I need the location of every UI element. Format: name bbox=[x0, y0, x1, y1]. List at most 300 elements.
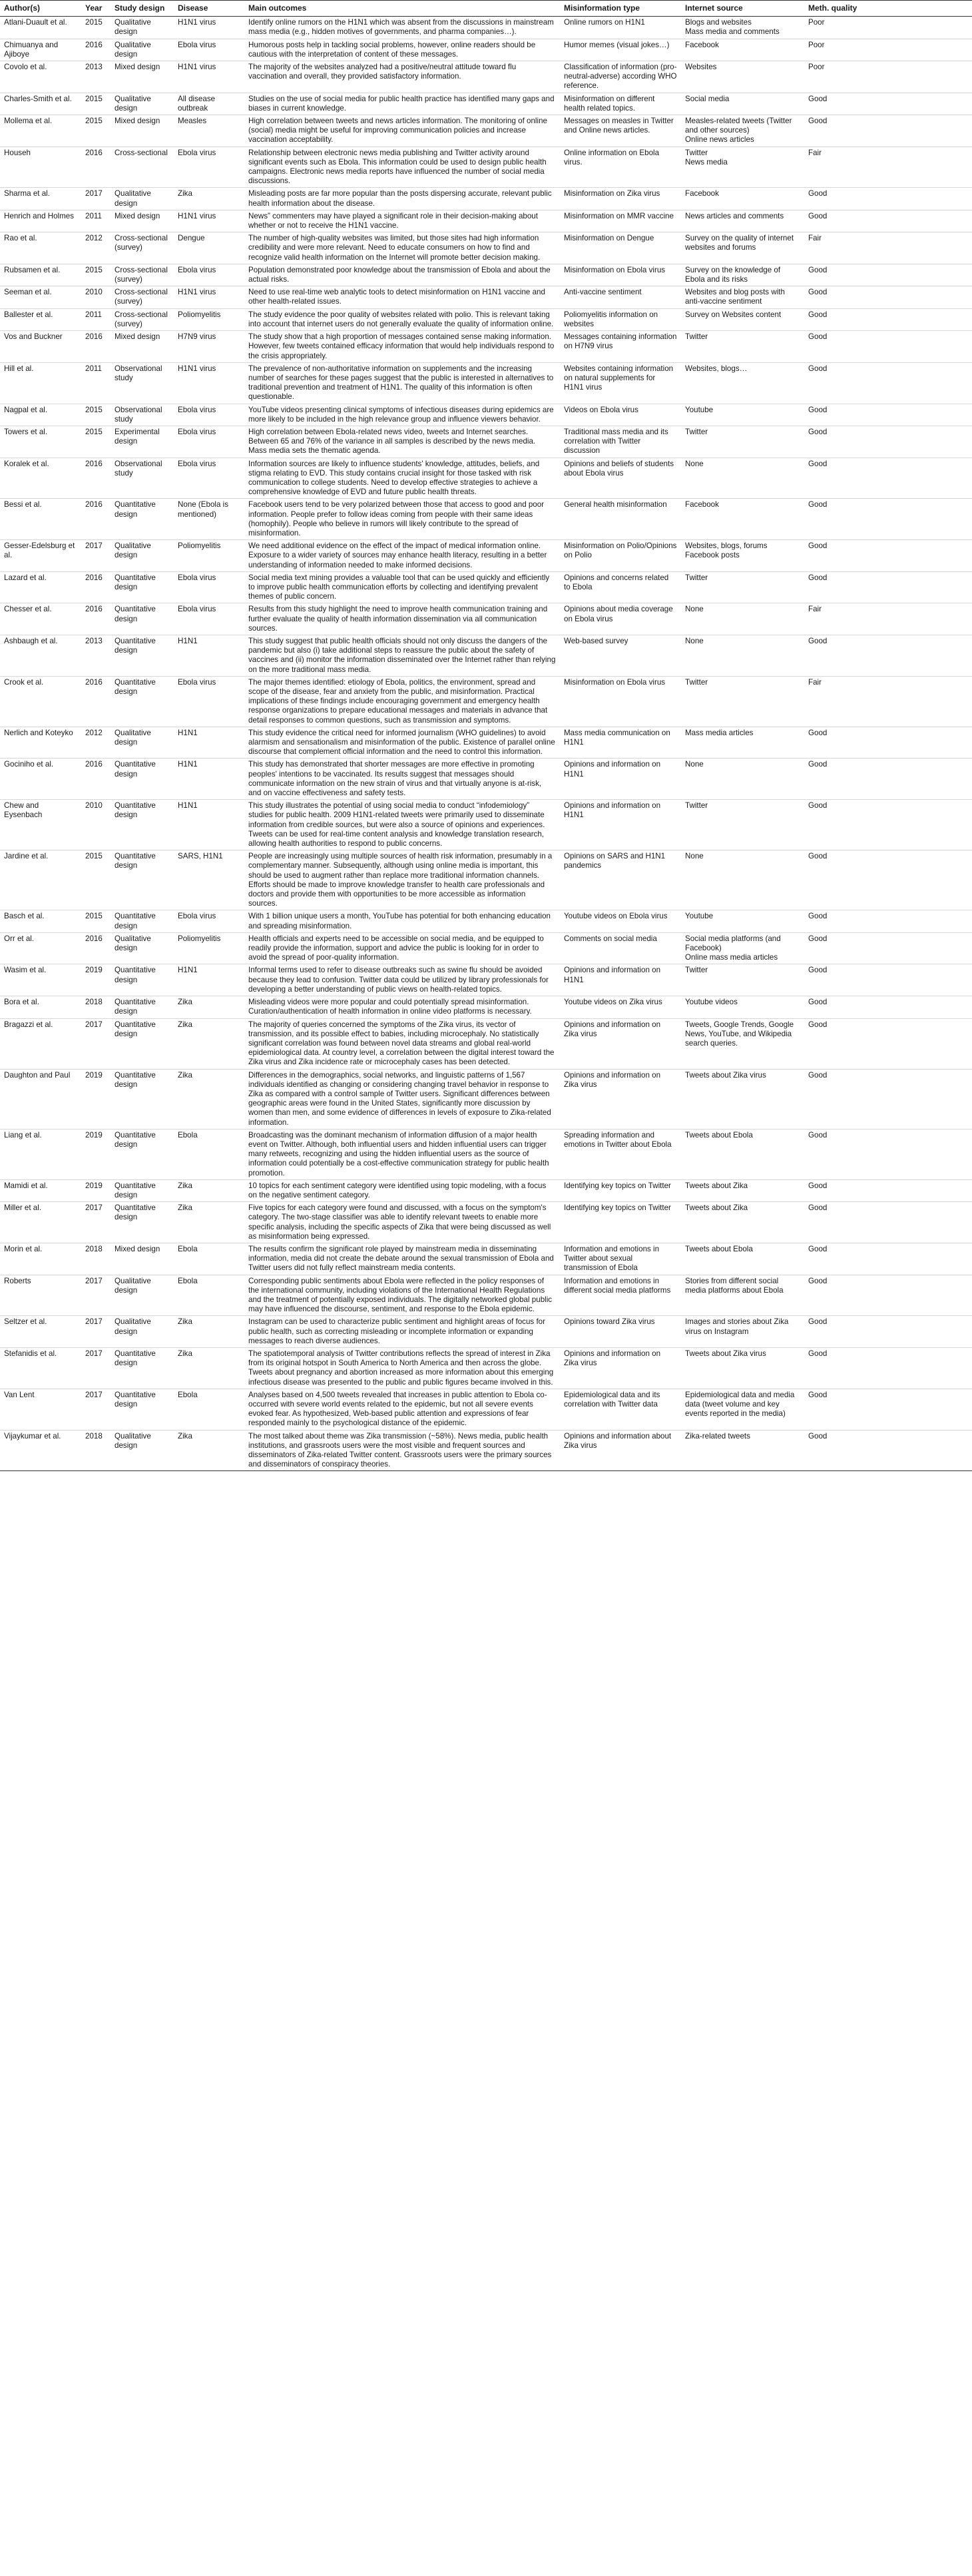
table-row bbox=[0, 458, 972, 499]
cell-year: 2017 bbox=[81, 1018, 111, 1069]
cell-meth-quality: Good bbox=[804, 1069, 972, 1129]
table-row bbox=[0, 232, 972, 264]
table-row bbox=[0, 1389, 972, 1430]
cell-main-outcomes: The major themes identified: etiology of Ebola, politics, the environment, spread and scope of the disease, fear and anxiety from the public, and misinformation. Practical implications of these findings include encouraging government and emergency health response organizations to prepare educational messages and materials in advance that detail responses to common questions, such as transmission and symptoms. bbox=[244, 676, 560, 727]
cell-disease: Ebola virus bbox=[174, 458, 244, 499]
cell-misinformation-type: Opinions and information about Zika virus bbox=[560, 1430, 681, 1471]
cell-meth-quality: Good bbox=[804, 331, 972, 363]
table-row bbox=[0, 540, 972, 572]
cell-study-design: Qualitative design bbox=[111, 1430, 174, 1471]
cell-author: Mamidi et al. bbox=[0, 1179, 81, 1201]
cell-meth-quality: Good bbox=[804, 286, 972, 308]
cell-disease: Zika bbox=[174, 1202, 244, 1243]
table-row bbox=[0, 17, 972, 39]
table-row bbox=[0, 603, 972, 635]
table-row bbox=[0, 1348, 972, 1389]
cell-year: 2015 bbox=[81, 264, 111, 286]
cell-year: 2016 bbox=[81, 499, 111, 540]
table-row bbox=[0, 308, 972, 330]
cell-meth-quality: Good bbox=[804, 571, 972, 603]
cell-misinformation-type: Identifying key topics on Twitter bbox=[560, 1179, 681, 1201]
cell-misinformation-type: Classification of information (pro-neutral-adverse) according WHO reference. bbox=[560, 61, 681, 93]
cell-study-design: Quantitative design bbox=[111, 571, 174, 603]
cell-disease: Zika bbox=[174, 1316, 244, 1348]
cell-internet-source: Tweets about Zika virus bbox=[681, 1069, 804, 1129]
cell-main-outcomes: Differences in the demographics, social networks, and linguistic patterns of 1,567 individuals identified as changing or considering changing travel behavior in response to Zika as compared with a control sample of Twitter users. Significant differences between geographic areas were found in the United States, significantly more discussion by women than men, and some evidence of differences in levels of exposure to Zika-related information. bbox=[244, 1069, 560, 1129]
cell-author: Miller et al. bbox=[0, 1202, 81, 1243]
table-row bbox=[0, 1316, 972, 1348]
cell-year: 2011 bbox=[81, 210, 111, 232]
cell-main-outcomes: The prevalence of non-authoritative information on supplements and the increasing number of searches for these pages suggest that the public is interested in alternatives to traditional prevention and treatment of H1N1. The quality of this information is often questionable. bbox=[244, 362, 560, 404]
cell-misinformation-type: Poliomyelitis information on websites bbox=[560, 308, 681, 330]
cell-meth-quality: Good bbox=[804, 1430, 972, 1471]
table-row bbox=[0, 850, 972, 910]
cell-disease: H1N1 bbox=[174, 635, 244, 676]
cell-meth-quality: Good bbox=[804, 93, 972, 115]
table-header bbox=[0, 1, 972, 17]
cell-internet-source: News articles and comments bbox=[681, 210, 804, 232]
cell-internet-source: Tweets, Google Trends, Google News, YouTube, and Wikipedia search queries. bbox=[681, 1018, 804, 1069]
table-row bbox=[0, 404, 972, 426]
table-row bbox=[0, 635, 972, 676]
cell-internet-source: Tweets about Ebola bbox=[681, 1243, 804, 1275]
cell-meth-quality: Fair bbox=[804, 232, 972, 264]
cell-year: 2016 bbox=[81, 458, 111, 499]
cell-meth-quality: Good bbox=[804, 850, 972, 910]
table-row bbox=[0, 286, 972, 308]
cell-meth-quality: Fair bbox=[804, 676, 972, 727]
cell-internet-source: Social media platforms (and Facebook) Online mass media articles bbox=[681, 932, 804, 964]
cell-internet-source: Epidemiological data and media data (tweet volume and key events reported in the media) bbox=[681, 1389, 804, 1430]
cell-year: 2019 bbox=[81, 1069, 111, 1129]
cell-meth-quality: Good bbox=[804, 1129, 972, 1179]
cell-author: Hill et al. bbox=[0, 362, 81, 404]
cell-misinformation-type: Opinions and information on Zika virus bbox=[560, 1348, 681, 1389]
table-row bbox=[0, 1243, 972, 1275]
cell-disease: Poliomyelitis bbox=[174, 932, 244, 964]
cell-disease: Zika bbox=[174, 188, 244, 210]
cell-study-design: Observational study bbox=[111, 404, 174, 426]
cell-main-outcomes: 10 topics for each sentiment category were identified using topic modeling, with a focus on the negative sentiment category. bbox=[244, 1179, 560, 1201]
cell-meth-quality: Good bbox=[804, 308, 972, 330]
cell-meth-quality: Good bbox=[804, 115, 972, 147]
cell-internet-source: None bbox=[681, 458, 804, 499]
cell-disease: H1N1 bbox=[174, 759, 244, 800]
cell-internet-source: None bbox=[681, 850, 804, 910]
cell-author: Vos and Buckner bbox=[0, 331, 81, 363]
cell-year: 2016 bbox=[81, 571, 111, 603]
cell-disease: Ebola virus bbox=[174, 264, 244, 286]
cell-misinformation-type: Misinformation on Dengue bbox=[560, 232, 681, 264]
cell-misinformation-type: Spreading information and emotions in Twitter about Ebola bbox=[560, 1129, 681, 1179]
cell-study-design: Qualitative design bbox=[111, 93, 174, 115]
cell-author: Liang et al. bbox=[0, 1129, 81, 1179]
cell-meth-quality: Fair bbox=[804, 603, 972, 635]
cell-author: Lazard et al. bbox=[0, 571, 81, 603]
cell-author: Van Lent bbox=[0, 1389, 81, 1430]
cell-meth-quality: Good bbox=[804, 1316, 972, 1348]
cell-disease: SARS, H1N1 bbox=[174, 850, 244, 910]
cell-study-design: Qualitative design bbox=[111, 1316, 174, 1348]
cell-misinformation-type: Epidemiological data and its correlation with Twitter data bbox=[560, 1389, 681, 1430]
cell-disease: H1N1 virus bbox=[174, 362, 244, 404]
table-row bbox=[0, 932, 972, 964]
cell-study-design: Experimental design bbox=[111, 426, 174, 458]
cell-misinformation-type: Misinformation on Ebola virus bbox=[560, 264, 681, 286]
table-row bbox=[0, 331, 972, 363]
cell-internet-source: Websites and blog posts with anti-vaccine sentiment bbox=[681, 286, 804, 308]
col-header-disease: Disease bbox=[174, 1, 244, 17]
cell-study-design: Cross-sectional (survey) bbox=[111, 286, 174, 308]
cell-internet-source: Youtube videos bbox=[681, 996, 804, 1018]
cell-misinformation-type: Misinformation on different health related topics. bbox=[560, 93, 681, 115]
cell-author: Atlani-Duault et al. bbox=[0, 17, 81, 39]
cell-internet-source: Twitter bbox=[681, 676, 804, 727]
cell-misinformation-type: Misinformation on Zika virus bbox=[560, 188, 681, 210]
cell-author: Jardine et al. bbox=[0, 850, 81, 910]
cell-main-outcomes: The study evidence the poor quality of websites related with polio. This is relevant taking into account that internet users do not generally evaluate the quality of information online. bbox=[244, 308, 560, 330]
cell-disease: Poliomyelitis bbox=[174, 540, 244, 572]
cell-meth-quality: Good bbox=[804, 210, 972, 232]
cell-meth-quality: Good bbox=[804, 1348, 972, 1389]
col-header-year: Year bbox=[81, 1, 111, 17]
cell-study-design: Mixed design bbox=[111, 331, 174, 363]
cell-year: 2018 bbox=[81, 1243, 111, 1275]
table-row bbox=[0, 39, 972, 61]
cell-author: Chesser et al. bbox=[0, 603, 81, 635]
table-row bbox=[0, 1069, 972, 1129]
cell-disease: Poliomyelitis bbox=[174, 308, 244, 330]
cell-study-design: Qualitative design bbox=[111, 188, 174, 210]
cell-author: Towers et al. bbox=[0, 426, 81, 458]
cell-study-design: Qualitative design bbox=[111, 540, 174, 572]
cell-main-outcomes: The most talked about theme was Zika transmission (~58%). News media, public health institutions, and grassroots users were the most visible and frequent sources and disseminators of Zika-related Twitter content. Grassroots users were the primary sources and disseminators of conspiracy theories. bbox=[244, 1430, 560, 1471]
cell-misinformation-type: Information and emotions in different social media platforms bbox=[560, 1275, 681, 1316]
cell-disease: H1N1 virus bbox=[174, 210, 244, 232]
cell-disease: Ebola virus bbox=[174, 676, 244, 727]
cell-misinformation-type: Humor memes (visual jokes…) bbox=[560, 39, 681, 61]
cell-main-outcomes: We need additional evidence on the effect of the impact of medical information online. Exposure to a wider variety of sources may enhance health literacy, resulting in a better understanding of information needed to make informed decisions. bbox=[244, 540, 560, 572]
col-header-internet-source: Internet source bbox=[681, 1, 804, 17]
cell-year: 2015 bbox=[81, 115, 111, 147]
cell-year: 2015 bbox=[81, 17, 111, 39]
cell-misinformation-type: Messages containing information on H7N9 virus bbox=[560, 331, 681, 363]
cell-year: 2016 bbox=[81, 331, 111, 363]
cell-author: Daughton and Paul bbox=[0, 1069, 81, 1129]
cell-study-design: Cross-sectional (survey) bbox=[111, 308, 174, 330]
cell-author: Nagpal et al. bbox=[0, 404, 81, 426]
cell-author: Ballester et al. bbox=[0, 308, 81, 330]
cell-study-design: Qualitative design bbox=[111, 17, 174, 39]
cell-year: 2016 bbox=[81, 603, 111, 635]
cell-year: 2015 bbox=[81, 404, 111, 426]
cell-year: 2019 bbox=[81, 964, 111, 996]
cell-author: Seltzer et al. bbox=[0, 1316, 81, 1348]
cell-author: Gociniho et al. bbox=[0, 759, 81, 800]
cell-disease: Ebola virus bbox=[174, 910, 244, 932]
table-row bbox=[0, 727, 972, 759]
cell-study-design: Quantitative design bbox=[111, 1348, 174, 1389]
cell-author: Orr et al. bbox=[0, 932, 81, 964]
cell-year: 2016 bbox=[81, 39, 111, 61]
cell-internet-source: Youtube bbox=[681, 404, 804, 426]
cell-main-outcomes: Studies on the use of social media for public health practice has identified many gaps and biases in current knowledge. bbox=[244, 93, 560, 115]
cell-meth-quality: Good bbox=[804, 996, 972, 1018]
cell-year: 2016 bbox=[81, 932, 111, 964]
cell-study-design: Qualitative design bbox=[111, 727, 174, 759]
cell-author: Rubsamen et al. bbox=[0, 264, 81, 286]
table-row bbox=[0, 210, 972, 232]
table-row bbox=[0, 115, 972, 147]
cell-internet-source: Twitter bbox=[681, 571, 804, 603]
cell-year: 2017 bbox=[81, 1316, 111, 1348]
cell-author: Stefanidis et al. bbox=[0, 1348, 81, 1389]
cell-main-outcomes: Facebook users tend to be very polarized between those that access to good and poor information. People prefer to follow ideas coming from people with their same ideas (homophily). People who believe in rumors will likely contribute to the spread of misinformation. bbox=[244, 499, 560, 540]
cell-year: 2019 bbox=[81, 1179, 111, 1201]
cell-internet-source: Tweets about Zika virus bbox=[681, 1348, 804, 1389]
cell-study-design: Quantitative design bbox=[111, 850, 174, 910]
cell-main-outcomes: Misleading posts are far more popular than the posts dispersing accurate, relevant public health information about the disease. bbox=[244, 188, 560, 210]
cell-main-outcomes: News” commenters may have played a significant role in their decision-making about whether or not to receive the H1N1 vaccine. bbox=[244, 210, 560, 232]
cell-main-outcomes: High correlation between Ebola-related news video, tweets and Internet searches. Between 65 and 76% of the variance in all samples is described by the news media. Mass media sets the thematic agenda. bbox=[244, 426, 560, 458]
table-row bbox=[0, 1275, 972, 1316]
cell-author: Morin et al. bbox=[0, 1243, 81, 1275]
table-row bbox=[0, 426, 972, 458]
cell-meth-quality: Good bbox=[804, 188, 972, 210]
cell-author: Chew and Eysenbach bbox=[0, 800, 81, 850]
cell-author: Househ bbox=[0, 147, 81, 188]
cell-disease: Ebola virus bbox=[174, 571, 244, 603]
cell-year: 2015 bbox=[81, 426, 111, 458]
cell-author: Henrich and Holmes bbox=[0, 210, 81, 232]
cell-misinformation-type: Opinions and information on H1N1 bbox=[560, 964, 681, 996]
cell-year: 2017 bbox=[81, 1275, 111, 1316]
cell-meth-quality: Good bbox=[804, 759, 972, 800]
cell-study-design: Quantitative design bbox=[111, 964, 174, 996]
cell-study-design: Mixed design bbox=[111, 115, 174, 147]
cell-author: Wasim et al. bbox=[0, 964, 81, 996]
cell-study-design: Cross-sectional bbox=[111, 147, 174, 188]
cell-disease: H1N1 virus bbox=[174, 286, 244, 308]
cell-internet-source: Twitter bbox=[681, 426, 804, 458]
cell-misinformation-type: Opinions and information on H1N1 bbox=[560, 759, 681, 800]
cell-disease: H1N1 bbox=[174, 800, 244, 850]
cell-main-outcomes: Relationship between electronic news media publishing and Twitter activity around significant events such as Ebola. This information could be used to design public health campaigns. Electronic news media reports have influenced the number of social media discussions. bbox=[244, 147, 560, 188]
cell-misinformation-type: Traditional mass media and its correlation with Twitter discussion bbox=[560, 426, 681, 458]
cell-main-outcomes: The spatiotemporal analysis of Twitter contributions reflects the spread of interest in Zika from its original hotspot in South America to North America and then across the globe. Tweets about pregnancy and abortion increased as more information about this emerging infectious disease was presented to the public and public figures became involved in this. bbox=[244, 1348, 560, 1389]
cell-internet-source: Youtube bbox=[681, 910, 804, 932]
cell-misinformation-type: Opinions toward Zika virus bbox=[560, 1316, 681, 1348]
cell-disease: Dengue bbox=[174, 232, 244, 264]
cell-author: Ashbaugh et al. bbox=[0, 635, 81, 676]
cell-disease: Zika bbox=[174, 996, 244, 1018]
table-row bbox=[0, 676, 972, 727]
cell-meth-quality: Good bbox=[804, 800, 972, 850]
cell-year: 2017 bbox=[81, 1348, 111, 1389]
cell-misinformation-type: Videos on Ebola virus bbox=[560, 404, 681, 426]
cell-main-outcomes: With 1 billion unique users a month, YouTube has potential for both enhancing education and spreading misinformation. bbox=[244, 910, 560, 932]
cell-study-design: Quantitative design bbox=[111, 1069, 174, 1129]
cell-misinformation-type: Misinformation on Polio/Opinions on Polio bbox=[560, 540, 681, 572]
cell-meth-quality: Poor bbox=[804, 39, 972, 61]
cell-study-design: Quantitative design bbox=[111, 635, 174, 676]
cell-study-design: Quantitative design bbox=[111, 910, 174, 932]
cell-meth-quality: Good bbox=[804, 1018, 972, 1069]
table-row bbox=[0, 147, 972, 188]
cell-meth-quality: Good bbox=[804, 932, 972, 964]
cell-author: Bora et al. bbox=[0, 996, 81, 1018]
cell-year: 2015 bbox=[81, 93, 111, 115]
cell-internet-source: Tweets about Ebola bbox=[681, 1129, 804, 1179]
cell-disease: Ebola bbox=[174, 1275, 244, 1316]
cell-author: Chimuanya and Ajiboye bbox=[0, 39, 81, 61]
cell-author: Rao et al. bbox=[0, 232, 81, 264]
cell-author: Bessi et al. bbox=[0, 499, 81, 540]
cell-main-outcomes: High correlation between tweets and news articles information. The monitoring of online (social) media might be useful for improving communication policies and increase vaccination acceptability. bbox=[244, 115, 560, 147]
cell-main-outcomes: The majority of queries concerned the symptoms of the Zika virus, its vector of transmission, and its possible effect to babies, including microcephaly. No statistically significant correlation was found between novel data streams and global real-world epidemiological data. At country level, a correlation between the digital interest toward the Zika virus and Zika incidence rate or microcephaly cases has been detected. bbox=[244, 1018, 560, 1069]
cell-misinformation-type: Youtube videos on Zika virus bbox=[560, 996, 681, 1018]
table-row bbox=[0, 362, 972, 404]
table-row bbox=[0, 499, 972, 540]
cell-disease: H1N1 bbox=[174, 727, 244, 759]
cell-study-design: Mixed design bbox=[111, 61, 174, 93]
cell-year: 2017 bbox=[81, 1389, 111, 1430]
cell-misinformation-type: Opinions and information on Zika virus bbox=[560, 1069, 681, 1129]
cell-author: Nerlich and Koteyko bbox=[0, 727, 81, 759]
cell-misinformation-type: Online rumors on H1N1 bbox=[560, 17, 681, 39]
cell-year: 2011 bbox=[81, 308, 111, 330]
cell-meth-quality: Good bbox=[804, 727, 972, 759]
cell-disease: Ebola virus bbox=[174, 39, 244, 61]
cell-main-outcomes: Information sources are likely to influence students' knowledge, attitudes, beliefs, and stigma relating to EVD. This study contains crucial insight for those tasked with risk communication to college students. Need to develop effective strategies to achieve a comprehensive knowledge of EVD and future public health threats. bbox=[244, 458, 560, 499]
cell-study-design: Quantitative design bbox=[111, 676, 174, 727]
cell-internet-source: Social media bbox=[681, 93, 804, 115]
cell-disease: Zika bbox=[174, 1069, 244, 1129]
cell-meth-quality: Good bbox=[804, 1202, 972, 1243]
cell-internet-source: Zika-related tweets bbox=[681, 1430, 804, 1471]
cell-study-design: Quantitative design bbox=[111, 499, 174, 540]
cell-main-outcomes: Social media text mining provides a valuable tool that can be used quickly and efficiently to improve public health communication efforts by collecting and identifying prevalent themes of public concern. bbox=[244, 571, 560, 603]
table-row bbox=[0, 800, 972, 850]
cell-disease: Zika bbox=[174, 1179, 244, 1201]
cell-year: 2012 bbox=[81, 232, 111, 264]
cell-meth-quality: Good bbox=[804, 1275, 972, 1316]
cell-internet-source: Websites bbox=[681, 61, 804, 93]
cell-year: 2017 bbox=[81, 1202, 111, 1243]
cell-main-outcomes: This study suggest that public health officials should not only discuss the dangers of the pandemic but also (i) take additional steps to reassure the public about the safety of vaccines and (ii) monitor the information disseminated over the Internet rather than relying on the more traditional mass media. bbox=[244, 635, 560, 676]
cell-misinformation-type: Websites containing information on natural supplements for H1N1 virus bbox=[560, 362, 681, 404]
cell-meth-quality: Good bbox=[804, 1389, 972, 1430]
cell-year: 2013 bbox=[81, 635, 111, 676]
cell-meth-quality: Poor bbox=[804, 17, 972, 39]
cell-author: Bragazzi et al. bbox=[0, 1018, 81, 1069]
cell-internet-source: Survey on the quality of internet websites and forums bbox=[681, 232, 804, 264]
cell-study-design: Quantitative design bbox=[111, 603, 174, 635]
col-header-authors: Author(s) bbox=[0, 1, 81, 17]
cell-misinformation-type: Opinions and information on Zika virus bbox=[560, 1018, 681, 1069]
cell-internet-source: Images and stories about Zika virus on Instagram bbox=[681, 1316, 804, 1348]
cell-author: Vijaykumar et al. bbox=[0, 1430, 81, 1471]
cell-author: Sharma et al. bbox=[0, 188, 81, 210]
cell-author: Seeman et al. bbox=[0, 286, 81, 308]
cell-misinformation-type: Anti-vaccine sentiment bbox=[560, 286, 681, 308]
table-row bbox=[0, 1018, 972, 1069]
cell-study-design: Quantitative design bbox=[111, 1389, 174, 1430]
cell-internet-source: Twitter bbox=[681, 800, 804, 850]
col-header-study-design: Study design bbox=[111, 1, 174, 17]
cell-year: 2010 bbox=[81, 800, 111, 850]
cell-year: 2011 bbox=[81, 362, 111, 404]
cell-year: 2013 bbox=[81, 61, 111, 93]
cell-study-design: Quantitative design bbox=[111, 800, 174, 850]
table-row bbox=[0, 188, 972, 210]
cell-meth-quality: Poor bbox=[804, 61, 972, 93]
cell-disease: H1N1 virus bbox=[174, 17, 244, 39]
col-header-meth-quality: Meth. quality bbox=[804, 1, 972, 17]
cell-meth-quality: Good bbox=[804, 635, 972, 676]
cell-main-outcomes: Instagram can be used to characterize public sentiment and highlight areas of focus for public health, such as correcting misleading or incomplete information or expanding messages to reach diverse audiences. bbox=[244, 1316, 560, 1348]
cell-disease: H1N1 bbox=[174, 964, 244, 996]
cell-author: Koralek et al. bbox=[0, 458, 81, 499]
cell-internet-source: Facebook bbox=[681, 39, 804, 61]
cell-study-design: Quantitative design bbox=[111, 1018, 174, 1069]
cell-meth-quality: Good bbox=[804, 1243, 972, 1275]
cell-internet-source: None bbox=[681, 635, 804, 676]
table-row bbox=[0, 964, 972, 996]
cell-meth-quality: Good bbox=[804, 264, 972, 286]
cell-main-outcomes: Need to use real-time web analytic tools to detect misinformation on H1N1 vaccine and other health-related issues. bbox=[244, 286, 560, 308]
cell-main-outcomes: People are increasingly using multiple sources of health risk information, presumably in a complementary manner. Subsequently, although using online media is important, this should be used to augment rather than replace more traditional information channels. Efforts should be made to improve knowledge transfer to health care professionals and doctors and provide them with opportunities to be more accessible as information sources. bbox=[244, 850, 560, 910]
cell-misinformation-type: Identifying key topics on Twitter bbox=[560, 1202, 681, 1243]
cell-year: 2018 bbox=[81, 996, 111, 1018]
cell-internet-source: Mass media articles bbox=[681, 727, 804, 759]
cell-misinformation-type: Opinions about media coverage on Ebola virus bbox=[560, 603, 681, 635]
cell-internet-source: Blogs and websites Mass media and comments bbox=[681, 17, 804, 39]
cell-internet-source: None bbox=[681, 603, 804, 635]
cell-disease: Ebola virus bbox=[174, 404, 244, 426]
table-row bbox=[0, 1202, 972, 1243]
cell-author: Charles-Smith et al. bbox=[0, 93, 81, 115]
cell-disease: H7N9 virus bbox=[174, 331, 244, 363]
cell-study-design: Cross-sectional (survey) bbox=[111, 264, 174, 286]
cell-study-design: Observational study bbox=[111, 458, 174, 499]
cell-meth-quality: Good bbox=[804, 404, 972, 426]
cell-misinformation-type: Opinions and beliefs of students about Ebola virus bbox=[560, 458, 681, 499]
cell-year: 2010 bbox=[81, 286, 111, 308]
cell-author: Crook et al. bbox=[0, 676, 81, 727]
cell-misinformation-type: Online information on Ebola virus. bbox=[560, 147, 681, 188]
cell-internet-source: None bbox=[681, 759, 804, 800]
table-row bbox=[0, 571, 972, 603]
cell-study-design: Qualitative design bbox=[111, 932, 174, 964]
cell-disease: None (Ebola is mentioned) bbox=[174, 499, 244, 540]
table-row bbox=[0, 910, 972, 932]
cell-misinformation-type: Opinions and information on H1N1 bbox=[560, 800, 681, 850]
cell-disease: H1N1 virus bbox=[174, 61, 244, 93]
cell-disease: Measles bbox=[174, 115, 244, 147]
cell-main-outcomes: Results from this study highlight the need to improve health communication training and further evaluate the quality of health information dissemination via all communication sources. bbox=[244, 603, 560, 635]
cell-meth-quality: Good bbox=[804, 458, 972, 499]
cell-misinformation-type: Web-based survey bbox=[560, 635, 681, 676]
cell-meth-quality: Good bbox=[804, 964, 972, 996]
col-header-misinformation-type: Misinformation type bbox=[560, 1, 681, 17]
cell-disease: Ebola bbox=[174, 1389, 244, 1430]
cell-internet-source: Stories from different social media platforms about Ebola bbox=[681, 1275, 804, 1316]
table-row bbox=[0, 1129, 972, 1179]
cell-disease: Zika bbox=[174, 1430, 244, 1471]
cell-main-outcomes: Population demonstrated poor knowledge about the transmission of Ebola and about the actual risks. bbox=[244, 264, 560, 286]
cell-year: 2015 bbox=[81, 910, 111, 932]
